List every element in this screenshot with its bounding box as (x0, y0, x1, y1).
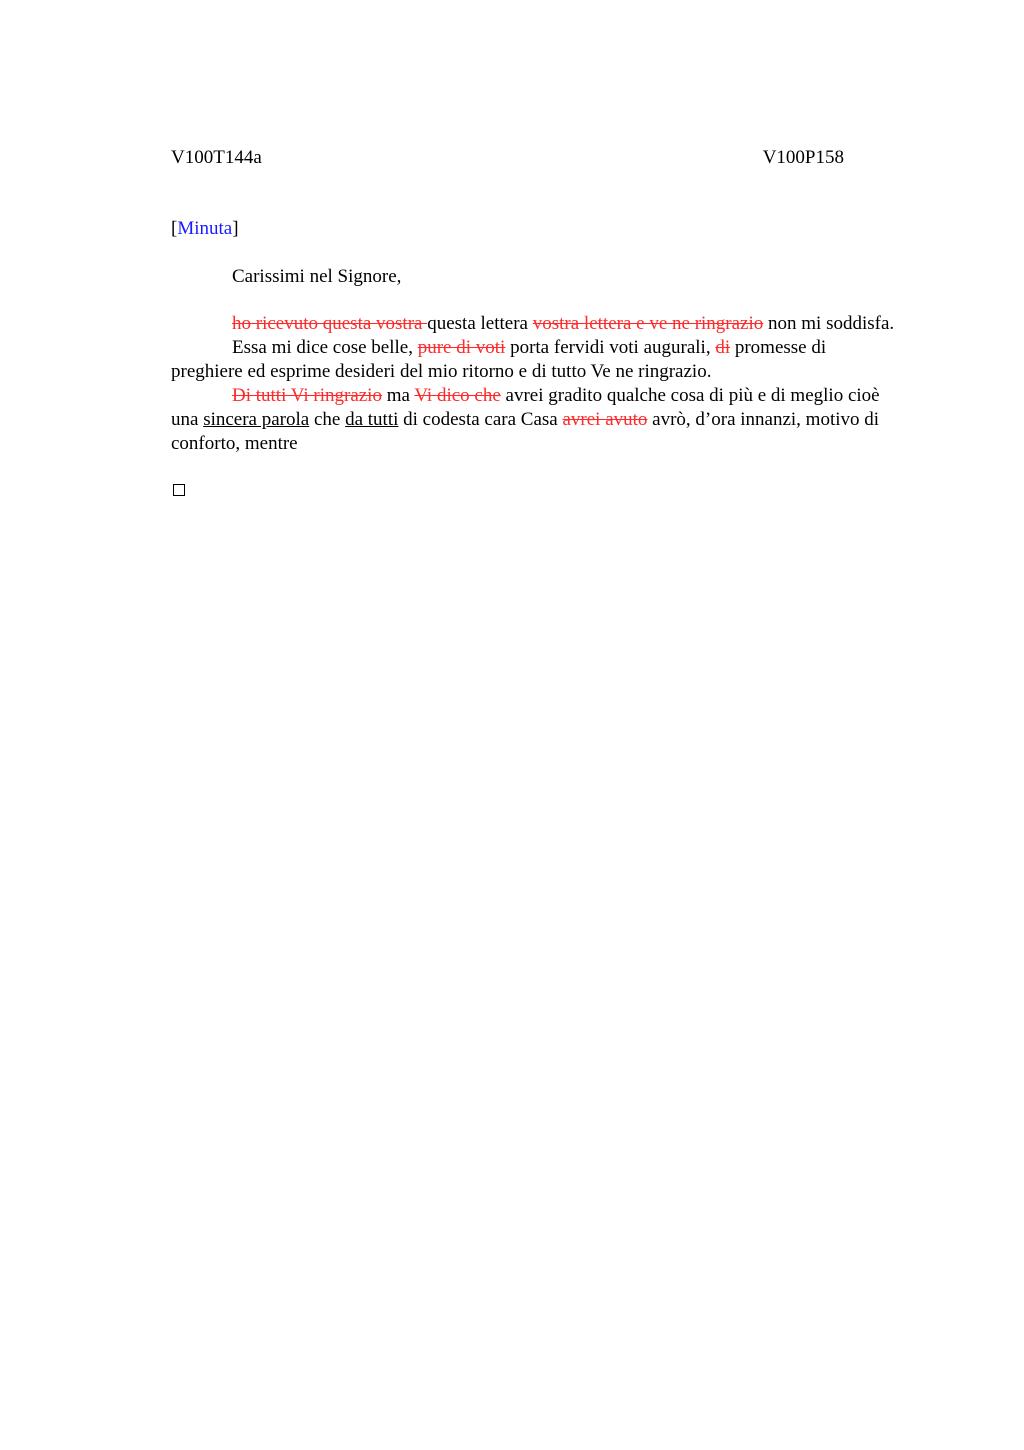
deleted-text: ho ricevuto questa vostra (232, 313, 428, 334)
left-document-code: V100T144a (171, 147, 262, 168)
minuta-label (171, 217, 239, 241)
salutation: Carissimi nel Signore, (232, 266, 402, 287)
paragraph-1 (171, 312, 901, 336)
body-text: non mi soddisfa. (763, 313, 895, 334)
deleted-text: pure di voti (417, 337, 506, 358)
body-text: promesse di preghiere ed esprime desideri del mio ritorno e di tutto Ve ne ringrazio. (171, 337, 827, 382)
underlined-text: sincera parola (203, 409, 310, 430)
body-text: porta fervidi voti augurali, (505, 337, 716, 358)
document-header (171, 146, 844, 170)
body-text: avrò, d’ora innanzi, motivo di conforto, mentre (171, 409, 880, 454)
letter-body (171, 312, 901, 456)
underlined-text: da tutti (345, 409, 399, 430)
deleted-text: Di tutti Vi ringrazio (232, 385, 382, 406)
body-text: di codesta cara Casa (398, 409, 563, 430)
paragraph-2 (171, 336, 901, 384)
body-text: questa lettera (427, 313, 533, 334)
deleted-text: di (715, 337, 731, 358)
deleted-text: Vi dico che (414, 385, 501, 406)
document-page (171, 0, 901, 1450)
body-text: Essa mi dice cose belle, (232, 337, 418, 358)
deleted-text: vostra lettera e ve ne ringrazio (532, 313, 764, 334)
body-text: che (309, 409, 346, 430)
minuta-close-bracket: ] (232, 218, 239, 239)
right-document-code: V100P158 (762, 147, 844, 168)
deleted-text: avrei avuto (562, 409, 648, 430)
checkbox-square-icon (173, 484, 185, 496)
minuta-text: Minuta (177, 218, 233, 239)
minuta-open-bracket: [ (171, 218, 178, 239)
paragraph-3 (171, 384, 901, 456)
body-text: avrei gradito qualche cosa di più e di meglio cioè una (171, 385, 880, 430)
body-text: ma (381, 385, 415, 406)
